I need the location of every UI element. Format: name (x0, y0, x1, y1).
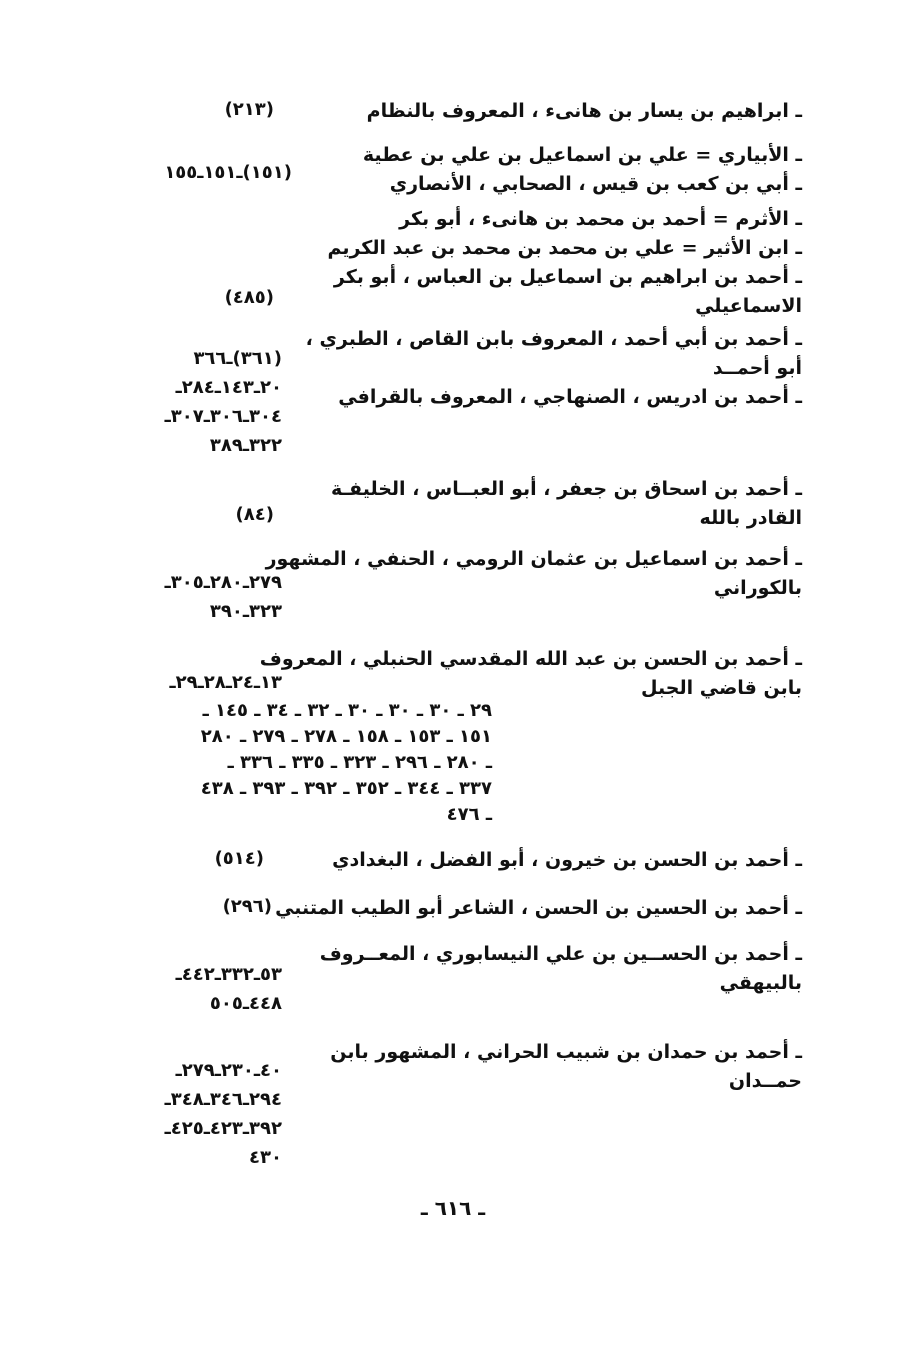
entry-line: ـ ابن الأثير = علي بن محمد بن محمد بن عبد الكريم (327, 237, 802, 259)
page-ref-line: ٤٠ـ٢٣٠ـ٢٧٩ـ (175, 1060, 282, 1081)
entry-line: ـ ابراهيم بن يسار بن هانىء ، المعروف بالنظام (366, 100, 802, 122)
page-ref-line: ٣٣٧ ـ ٣٤٤ ـ ٣٥٢ ـ ٣٩٢ ـ ٣٩٣ ـ ٤٣٨ (200, 778, 492, 799)
page-ref-line: (١٥١)ـ١٥١ـ١٥٥ (164, 162, 292, 183)
page-references (176, 960, 282, 1018)
entry-line: ـ أحمد بن ابراهيم بن اسماعيل بن العباس ، أبو بكر (333, 266, 802, 288)
page-ref-line: ٣٢٣ـ٣٩٠ (209, 601, 282, 622)
entry-line: ـ أحمد بن ادريس ، الصنهاجي ، المعروف بالقرافي (338, 386, 802, 408)
index-entry (260, 645, 802, 703)
page-ref-line: ـ ٤٧٦ (446, 804, 492, 825)
page-ref-line: ١٣ـ٢٤ـ٢٨ـ٢٩ـ (169, 672, 282, 693)
entry-line: ـ أحمد بن الحســين بن علي النيسابوري ، المعــروف (319, 943, 802, 965)
page-ref-line: (٣٦١)ـ٣٦٦ (193, 348, 282, 369)
entry-line: ـ الأبياري = علي بن اسماعيل بن علي بن عطية (362, 144, 802, 166)
index-entry (275, 894, 802, 923)
entry-line: بابن قاضي الجبل (641, 677, 802, 699)
entry-line: ـ أحمد بن اسماعيل بن عثمان الرومي ، الحنفي ، المشهور (265, 548, 802, 570)
page-ref-line: ٢٠ـ١٤٣ـ٢٨٤ـ (175, 377, 282, 398)
page-references (165, 1056, 282, 1172)
entry-line: ـ أحمد بن اسحاق بن جعفر ، أبو العبــاس ، الخليفـة (331, 478, 802, 500)
page-ref-line: (٢٩٦) (222, 896, 272, 917)
index-entry (331, 475, 802, 533)
page-references (215, 844, 264, 873)
page-ref-line: ٤٣٠ (249, 1147, 282, 1168)
entry-line: بالكوراني (713, 577, 802, 599)
page-references (236, 500, 274, 529)
index-entry (332, 846, 802, 875)
page-references (223, 892, 272, 921)
page-ref-line: (٢١٣) (224, 99, 274, 120)
entry-line: حمــدان (728, 1070, 802, 1092)
page-ref-line: (٤٨٥) (224, 287, 274, 308)
entry-line: ـ أحمد بن الحسن بن عبد الله المقدسي الحنبلي ، المعروف (259, 648, 802, 670)
page-ref-line: ٥٣ـ٣٣٢ـ٤٤٢ـ (175, 964, 282, 985)
page-ref-line: ـ ٢٨٠ ـ ٢٩٦ ـ ٣٢٣ ـ ٣٣٥ ـ ٣٣٦ ـ (227, 752, 492, 773)
page-references (225, 95, 274, 124)
index-entry (363, 141, 802, 199)
entry-line: ـ أحمد بن الحسن بن خيرون ، أبو الفضل ، البغدادي (332, 849, 802, 871)
page-references (165, 344, 282, 460)
entry-line: أبو أحمــد (712, 357, 802, 379)
page-ref-line: ٣٩٢ـ٤٢٣ـ٤٢٥ـ (164, 1118, 282, 1139)
index-entry (306, 325, 802, 412)
index-entry (266, 545, 802, 603)
page-references (169, 668, 282, 697)
page-ref-line: ٢٩٤ـ٣٤٦ـ٣٤٨ـ (164, 1089, 282, 1110)
page-ref-line: ١٥١ ـ ١٥٣ ـ ١٥٨ ـ ٢٧٨ ـ ٢٧٩ ـ ٢٨٠ (200, 726, 492, 747)
page-number: ـ ٦١٦ ـ (420, 1196, 486, 1220)
entry-line: ـ أبي بن كعب بن قيس ، الصحابي ، الأنصاري (389, 173, 802, 195)
entry-line: ـ الأثرم = أحمد بن محمد بن هانىء ، أبو بكر (399, 208, 802, 230)
page-ref-line: (٥١٤) (214, 848, 264, 869)
page-ref-line: ٤٤٨ـ٥٠٥ (209, 993, 282, 1014)
page-ref-line: (٨٤) (235, 504, 274, 525)
entry-line: الاسماعيلي (695, 295, 802, 317)
entry-line: ـ أحمد بن الحسين بن الحسن ، الشاعر أبو الطيب المتنبي (275, 897, 802, 919)
entry-line: بالبيهقي (719, 972, 802, 994)
page-ref-line: ٣٠٤ـ٣٠٦ـ٣٠٧ـ (164, 406, 282, 427)
page-references-continued (201, 698, 492, 828)
entry-line: القادر بالله (699, 507, 802, 529)
page-references (225, 283, 274, 312)
index-entry (327, 205, 802, 321)
page-references (165, 568, 282, 626)
page-references (164, 158, 292, 187)
index-entry (330, 1038, 802, 1096)
index-entry (320, 940, 802, 998)
entry-line: ـ أحمد بن أبي أحمد ، المعروف بابن القاص ، الطبري ، (305, 328, 802, 350)
page-ref-line: ٣٢٢ـ٣٨٩ (209, 435, 282, 456)
index-entry (367, 97, 802, 126)
page-ref-line: ٢٧٩ـ٢٨٠ـ٣٠٥ـ (164, 572, 282, 593)
entry-line: ـ أحمد بن حمدان بن شبيب الحراني ، المشهور بابن (330, 1041, 802, 1063)
page-ref-line: ٢٩ ـ ٣٠ ـ ٣٠ ـ ٣٠ ـ ٣٢ ـ ٣٤ ـ ١٤٥ ـ (202, 700, 492, 721)
